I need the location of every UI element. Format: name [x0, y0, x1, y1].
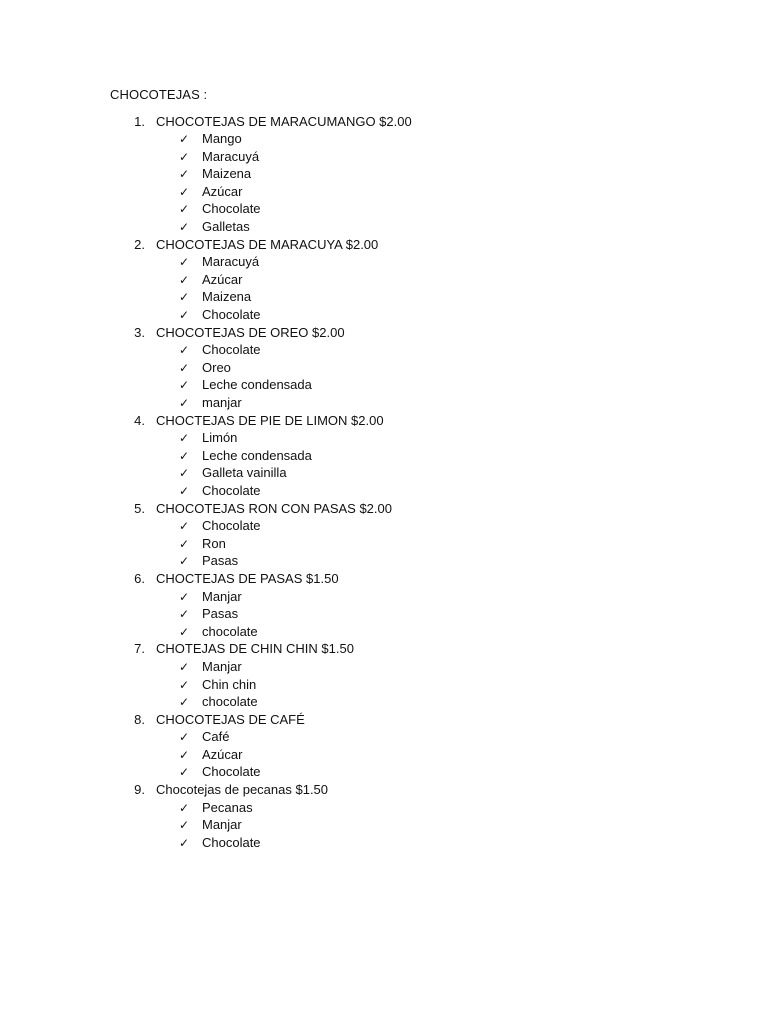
ingredient-label: Chocolate: [202, 482, 261, 498]
ingredient-item: [0, 605, 768, 623]
item-number: 8.: [134, 711, 145, 727]
product-item: [0, 570, 768, 588]
ingredient-item: [0, 799, 768, 817]
item-number: 6.: [134, 570, 145, 586]
checkmark-icon: ✓: [179, 800, 190, 815]
checkmark-icon: ✓: [179, 202, 190, 217]
ingredient-item: [0, 693, 768, 711]
ingredient-item: [0, 165, 768, 183]
item-label: CHOCOTEJAS DE MARACUMANGO $2.00: [156, 113, 412, 129]
ingredient-label: Oreo: [202, 359, 231, 375]
ingredient-item: [0, 148, 768, 166]
ingredient-item: [0, 447, 768, 465]
product-item: [0, 236, 768, 254]
item-label: CHOCOTEJAS DE MARACUYA $2.00: [156, 236, 379, 252]
ingredient-item: [0, 658, 768, 676]
ingredient-item: [0, 341, 768, 359]
ingredient-label: manjar: [202, 395, 242, 410]
ingredient-item: [0, 517, 768, 535]
checkmark-icon: ✓: [179, 835, 190, 850]
checkmark-icon: ✓: [179, 132, 190, 147]
ingredient-item: [0, 552, 768, 570]
checkmark-icon: ✓: [179, 519, 190, 534]
product-item: [0, 711, 768, 729]
checkmark-icon: ✓: [179, 536, 190, 551]
item-number: 4.: [134, 412, 145, 428]
item-number: 3.: [134, 324, 145, 340]
product-item: [0, 113, 768, 131]
checkmark-icon: ✓: [179, 659, 190, 674]
ingredient-item: [0, 763, 768, 781]
checkmark-icon: ✓: [179, 765, 190, 780]
ingredient-item: [0, 623, 768, 641]
ingredient-item: [0, 676, 768, 694]
ingredient-item: [0, 271, 768, 289]
checkmark-icon: ✓: [179, 360, 190, 375]
checkmark-icon: ✓: [179, 184, 190, 199]
ingredient-label: Mango: [202, 131, 242, 147]
checkmark-icon: ✓: [179, 378, 190, 393]
ingredient-label: Chocolate: [202, 307, 261, 323]
checkmark-icon: ✓: [179, 695, 190, 710]
ingredient-label: Chocolate: [202, 834, 261, 850]
ingredient-label: Azúcar: [202, 746, 243, 762]
checkmark-icon: ✓: [179, 589, 190, 604]
ingredient-label: Chocolate: [202, 342, 261, 358]
ingredient-label: Manjar: [202, 658, 242, 674]
ingredient-item: [0, 183, 768, 201]
ingredient-label: chocolate: [202, 694, 258, 710]
ingredient-label: Azúcar: [202, 271, 243, 287]
ingredient-label: Manjar: [202, 588, 242, 604]
ingredient-item: [0, 130, 768, 148]
ingredient-label: Pasas: [202, 553, 239, 569]
product-list: [0, 113, 768, 852]
checkmark-icon: ✓: [179, 677, 190, 692]
checkmark-icon: ✓: [179, 431, 190, 446]
ingredient-label: Maracuyá: [202, 254, 260, 270]
ingredient-label: Café: [202, 729, 230, 745]
product-item: [0, 412, 768, 430]
item-label: CHOCTEJAS DE PASAS $1.50: [156, 570, 339, 586]
product-item: [0, 781, 768, 799]
item-label: CHOCOTEJAS RON CON PASAS $2.00: [156, 500, 392, 516]
ingredient-item: [0, 816, 768, 834]
checkmark-icon: ✓: [179, 167, 190, 182]
ingredient-label: chocolate: [202, 623, 258, 639]
item-label: CHOCOTEJAS DE CAFÉ: [156, 711, 305, 727]
product-item: [0, 324, 768, 342]
item-number: 2.: [134, 236, 145, 252]
item-number: 5.: [134, 500, 145, 516]
ingredient-label: Leche condensada: [202, 447, 312, 463]
item-label: CHOTEJAS DE CHIN CHIN $1.50: [156, 641, 354, 657]
ingredient-item: [0, 200, 768, 218]
ingredient-item: [0, 746, 768, 764]
ingredient-label: Maizena: [202, 166, 252, 182]
ingredient-label: Galletas: [202, 219, 250, 235]
checkmark-icon: ✓: [179, 747, 190, 762]
ingredient-item: [0, 394, 768, 412]
ingredient-label: Chocolate: [202, 764, 261, 780]
checkmark-icon: ✓: [179, 607, 190, 622]
ingredient-item: [0, 535, 768, 553]
checkmark-icon: ✓: [179, 624, 190, 639]
ingredient-item: [0, 728, 768, 746]
ingredient-item: [0, 376, 768, 394]
checkmark-icon: ✓: [179, 308, 190, 323]
checkmark-icon: ✓: [179, 149, 190, 164]
ingredient-label: Maizena: [202, 289, 252, 305]
checkmark-icon: ✓: [179, 272, 190, 287]
item-number: 1.: [134, 113, 145, 129]
item-label: CHOCTEJAS DE PIE DE LIMON $2.00: [156, 412, 384, 428]
ingredient-label: Limón: [202, 430, 238, 446]
ingredient-item: [0, 482, 768, 500]
ingredient-label: Pasas: [202, 606, 239, 622]
checkmark-icon: ✓: [179, 343, 190, 358]
product-item: [0, 640, 768, 658]
checkmark-icon: ✓: [179, 255, 190, 270]
checkmark-icon: ✓: [179, 396, 190, 410]
checkmark-icon: ✓: [179, 818, 190, 833]
checkmark-icon: ✓: [179, 730, 190, 745]
product-item: [0, 500, 768, 518]
checkmark-icon: ✓: [179, 554, 190, 569]
item-label: Chocotejas de pecanas $1.50: [156, 782, 329, 798]
ingredient-label: Ron: [202, 535, 226, 551]
ingredient-label: Maracuyá: [202, 148, 260, 164]
ingredient-item: [0, 359, 768, 377]
ingredient-label: Galleta vainilla: [202, 465, 287, 481]
checkmark-icon: ✓: [179, 290, 190, 305]
ingredient-label: Pecanas: [202, 799, 253, 815]
ingredient-item: [0, 464, 768, 482]
ingredient-item: [0, 253, 768, 271]
checkmark-icon: ✓: [179, 220, 190, 235]
ingredient-label: Chocolate: [202, 201, 261, 217]
checkmark-icon: ✓: [179, 448, 190, 463]
item-number: 7.: [134, 641, 145, 657]
ingredient-label: Chin chin: [202, 676, 257, 692]
ingredient-item: [0, 218, 768, 236]
ingredient-label: Manjar: [202, 817, 242, 833]
ingredient-label: Azúcar: [202, 183, 243, 199]
ingredient-label: Chocolate: [202, 518, 261, 534]
ingredient-item: [0, 306, 768, 324]
checkmark-icon: ✓: [179, 466, 190, 481]
item-number: 9.: [134, 782, 145, 798]
ingredient-item: [0, 834, 768, 852]
ingredient-item: [0, 288, 768, 306]
document-title: CHOCOTEJAS :: [110, 87, 208, 102]
item-label: CHOCOTEJAS DE OREO $2.00: [156, 324, 345, 340]
checkmark-icon: ✓: [179, 483, 190, 498]
ingredient-label: Leche condensada: [202, 377, 312, 393]
ingredient-item: [0, 429, 768, 447]
ingredient-item: [0, 588, 768, 606]
